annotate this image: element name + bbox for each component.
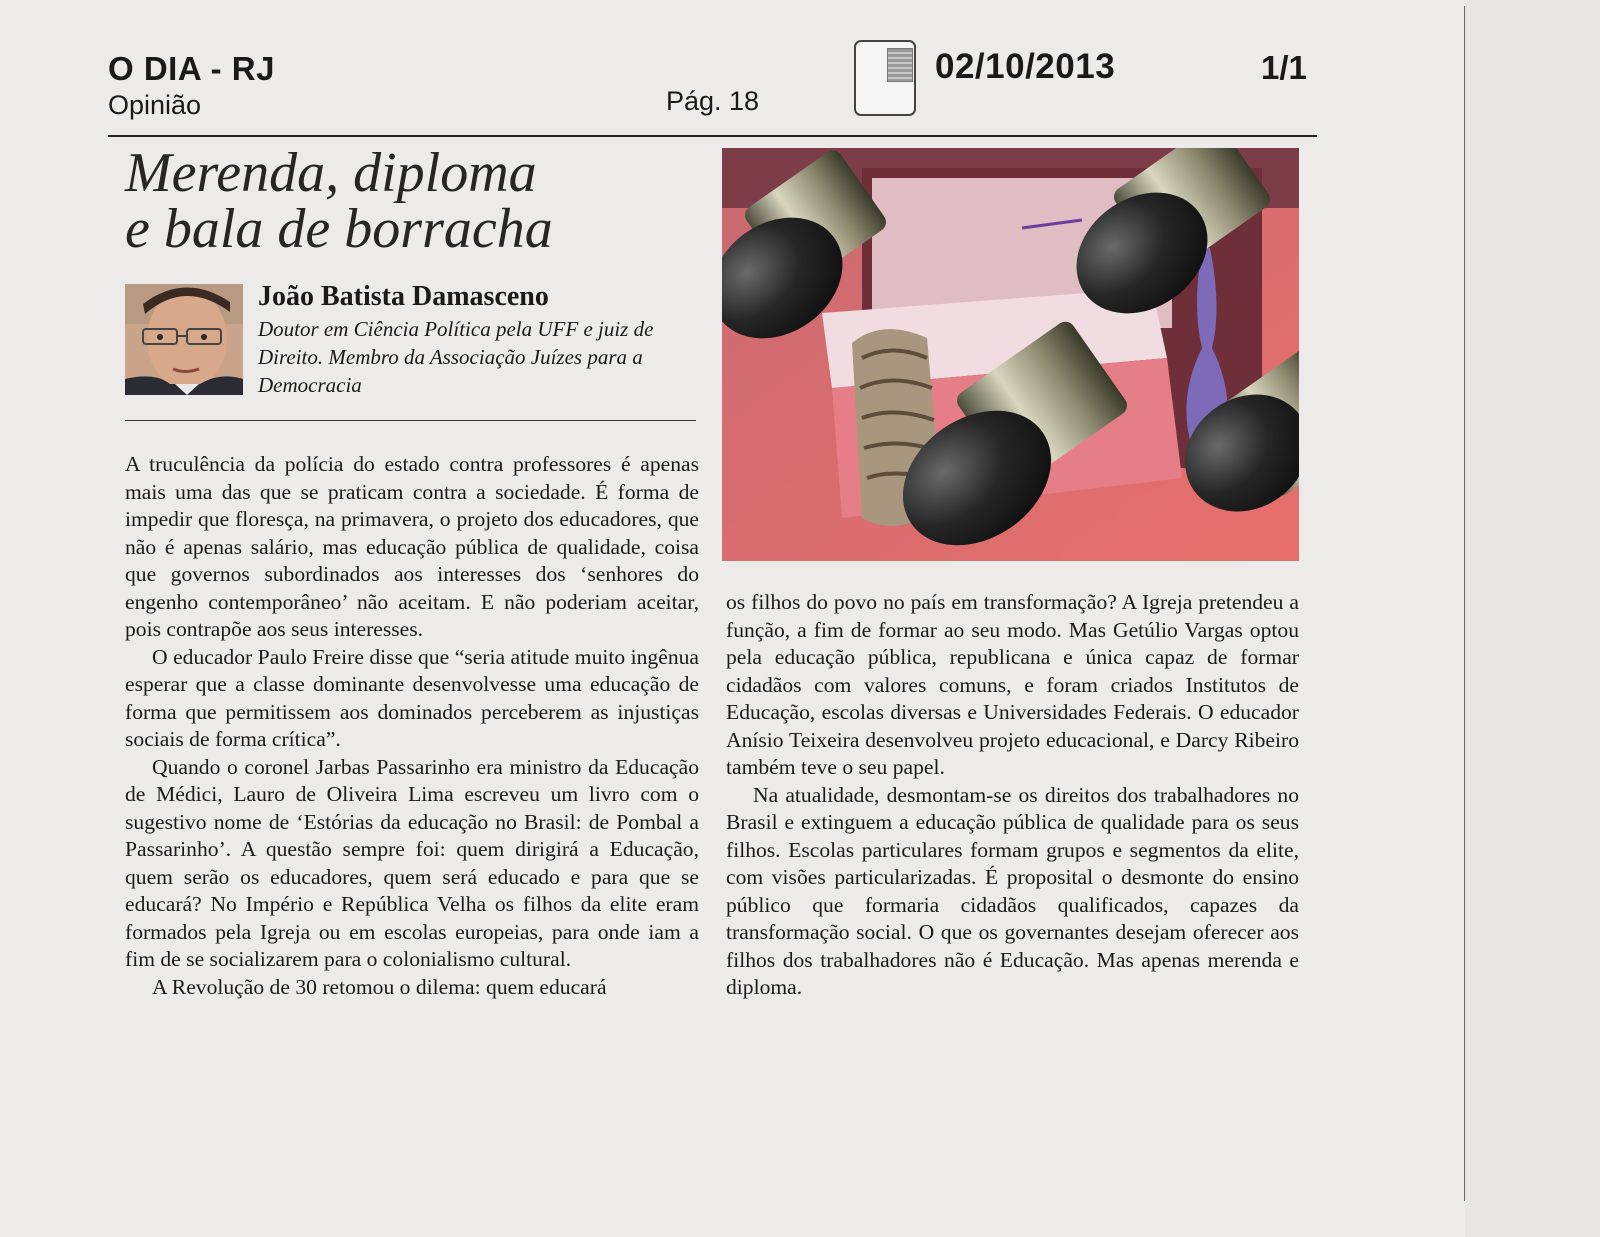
rubber-bullets-diploma-illustration — [722, 148, 1299, 561]
newspaper-name: O DIA - RJ — [108, 50, 275, 87]
header-divider — [108, 135, 1317, 137]
paragraph: A truculência da polícia do estado contra professores é apenas mais uma das que se praticam contra a sociedade. É forma de impedir que floresça, na primavera, o projeto dos educadores, que não é apenas salário, mas educação pública de qualidade, coisa que governos subordinados aos interesses dos ‘senhores do engenho contemporâneo’ não aceitam. E não poderiam aceitar, pois contrapõe aos seus interesses. — [125, 452, 699, 641]
paragraph: O educador Paulo Freire disse que “seria atitude muito ingênua esperar que a classe dominante desenvolvesse uma educação de forma que permitissem aos dominados perceberem as injustiças sociais de forma crítica”. — [125, 644, 699, 751]
headline-line-1: Merenda, diploma — [125, 142, 537, 204]
document-icon — [854, 40, 916, 116]
paragraph: os filhos do povo no país em transformação? A Igreja pretendeu a função, a fim de formar ao seu modo. Mas Getúlio Vargas optou pela educação pública, republicana e única capaz de formar cidadãos com valores comuns, e foram criados Institutos de Educação, escolas diversas e Universidades Federais. O educador Anísio Teixeira desenvolveu projeto educacional, e Darcy Ribeiro também teve o seu papel. — [726, 590, 1299, 779]
scan-margin — [1465, 0, 1600, 1237]
section-name: Opinião — [108, 90, 202, 120]
article-column-right — [726, 589, 1299, 1002]
paragraph: Na atualidade, desmontam-se os direitos dos trabalhadores no Brasil e extinguem a educação pública de qualidade para os seus filhos. Escolas particulares formam grupos e segmentos da elite, com visões particularizadas. É proposital o desmonte do ensino público que formaria cidadãos qualificados, capazes da transformação social. O que os governantes desejam oferecer aos filhos dos trabalhadores não é Educação. Mas apenas merenda e diploma. — [726, 782, 1299, 999]
article-column-left — [125, 451, 699, 1001]
paragraph: Quando o coronel Jarbas Passarinho era ministro da Educação de Médici, Lauro de Oliveira Lima escreveu um livro com o sugestivo nome de ‘Estórias da educação no Brasil: de Pombal a Passarinho’. A questão sempre foi: quem dirigirá a Educação, quem serão os educadores, quem será educado e para que se educará? No Império e República Velha os filhos da elite eram formados pela Igreja ou em escolas europeias, para onde iam a fim de se socializarem para o colonialismo cultural. — [125, 754, 699, 971]
author-bio: Doutor em Ciência Política pela UFF e juiz de Direito. Membro da Associação Juízes para a Democracia — [258, 317, 654, 397]
page-count: 1/1 — [1261, 49, 1307, 86]
page-number: Pág. 18 — [666, 86, 760, 116]
article-headline — [125, 142, 685, 260]
publication-date: 02/10/2013 — [935, 47, 1116, 86]
author-photo — [125, 284, 243, 395]
headline-line-2: e bala de borracha — [125, 198, 553, 260]
paragraph: A Revolução de 30 retomou o dilema: quem educará — [152, 974, 607, 999]
page-edge — [1464, 6, 1465, 1201]
author-divider — [125, 420, 696, 421]
author-name: João Batista Damasceno — [258, 281, 549, 312]
